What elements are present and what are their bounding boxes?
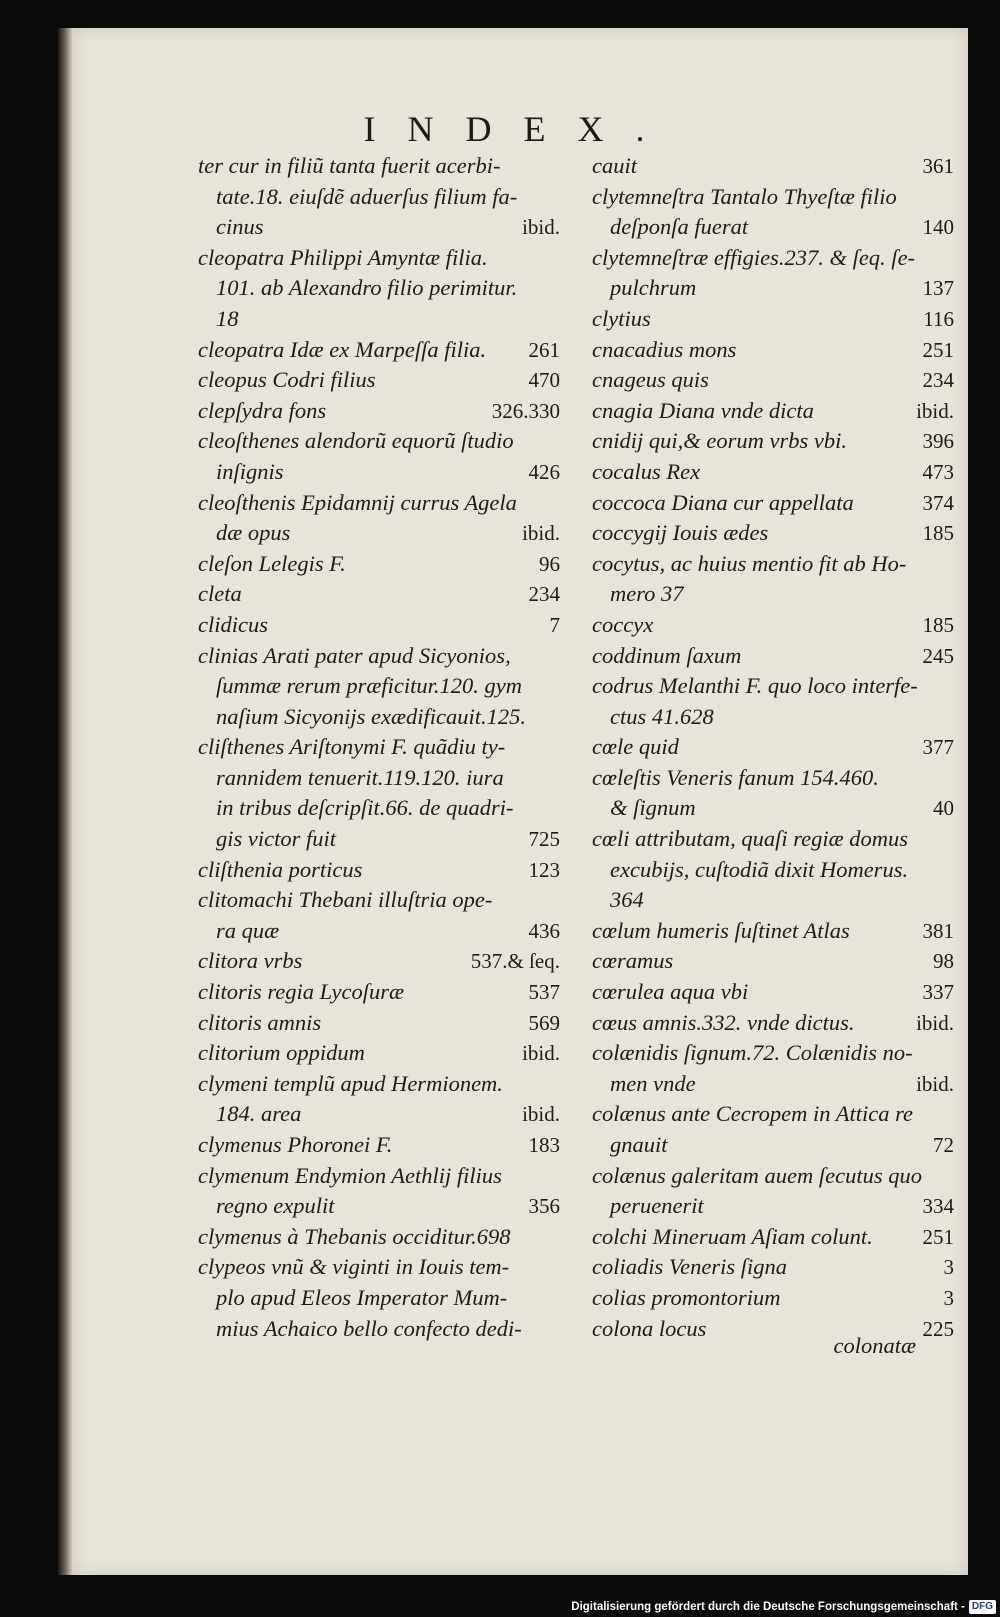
index-entry <box>592 182 954 243</box>
entry-page-ref: 261 <box>528 337 560 362</box>
footer-credit <box>571 1599 996 1615</box>
footer-text: Digitalisierung gefördert durch die Deutsche Forschungsgemeinschaft - <box>571 1601 965 1613</box>
entry-page-ref: 537 <box>528 980 560 1005</box>
entry-text-line: clymenum Endymion Aethlij filius <box>198 1162 502 1188</box>
entry-page-ref: ibid. <box>522 215 560 240</box>
dfg-logo-icon: DFG <box>969 1600 996 1614</box>
entry-text-line: mero 37 <box>610 581 684 607</box>
entry-text-line: gnauit <box>610 1132 668 1157</box>
entry-page-ref: 374 <box>922 490 954 515</box>
entry-page-ref: 72 <box>933 1133 954 1157</box>
index-entry <box>198 1252 560 1344</box>
entry-page-ref: 381 <box>922 918 954 943</box>
entry-text-line: regno expulit <box>216 1193 335 1219</box>
index-entry <box>592 1008 954 1039</box>
index-entry <box>198 885 560 946</box>
index-entry <box>592 946 954 977</box>
entry-text-line: colænus galeritam auem ſecutus quo <box>592 1162 922 1188</box>
entry-text-line: colias promontorium <box>592 1284 781 1310</box>
index-entry <box>592 977 954 1008</box>
entry-text-line: in tribus deſcripſit.66. de quadri- <box>216 795 514 821</box>
entry-text-line: cœli attributam, quaſi regiæ domus <box>592 826 909 852</box>
entry-page-ref: 234 <box>528 582 560 607</box>
entry-text-line: pulchrum <box>610 275 697 301</box>
entry-text-line: cauit <box>592 153 637 178</box>
index-entry <box>592 824 954 916</box>
entry-text-line: cleoſthenes alendorũ equorũ ſtudio <box>198 428 514 454</box>
entry-text-line: clytemneſtræ effigies.237. & ſeq. ſe- <box>592 244 916 270</box>
entry-page-ref: 356 <box>528 1194 560 1219</box>
entry-page-ref: ibid. <box>916 398 954 423</box>
entry-text-line: coliadis Veneris ſigna <box>592 1254 787 1280</box>
entry-text-line: clytemneſtra Tantalo Thyeſtæ filio <box>592 183 897 209</box>
entry-text-line: cœramus <box>592 948 674 974</box>
entry-text-line: cleta <box>198 581 242 607</box>
index-entry <box>592 763 954 824</box>
index-entry <box>592 365 954 396</box>
left-column <box>198 151 560 1344</box>
entry-page-ref: 473 <box>922 459 954 484</box>
entry-page-ref: 7 <box>549 612 560 637</box>
index-entry <box>198 1069 560 1130</box>
entry-page-ref: 137 <box>922 276 954 301</box>
entry-page-ref: 396 <box>922 429 954 454</box>
entry-page-ref: 251 <box>922 337 954 362</box>
entry-text-line: 364 <box>610 887 644 913</box>
entry-text-line: & ſignum <box>610 795 696 821</box>
entry-page-ref: 361 <box>922 154 954 178</box>
entry-text-line: cœus amnis.332. vnde dictus. <box>592 1009 855 1035</box>
entry-text-line: excubijs, cuſtodiã dixit Homerus. <box>610 856 909 882</box>
index-entry <box>198 426 560 487</box>
entry-page-ref: ibid. <box>522 521 560 546</box>
entry-text-line: clypeos vnũ & viginti in Iouis tem- <box>198 1254 510 1280</box>
entry-text-line: clepſydra fons <box>198 397 327 423</box>
entry-text-line: clidicus <box>198 611 268 637</box>
entry-page-ref: 234 <box>922 368 954 393</box>
book-page <box>72 28 968 1575</box>
index-entry <box>198 1222 560 1253</box>
entry-text-line: tate.18. eiuſdẽ aduerſus filium fa- <box>216 183 518 209</box>
entry-text-line: clitomachi Thebani illuſtria ope- <box>198 887 493 913</box>
entry-text-line: gis victor fuit <box>216 826 336 852</box>
entry-text-line: colænus ante Cecropem in Attica re <box>592 1101 913 1127</box>
entry-text-line: ſummæ rerum præficitur.120. gym <box>216 673 523 699</box>
entry-text-line: cœrulea aqua vbi <box>592 979 749 1005</box>
entry-page-ref: 96 <box>539 551 560 576</box>
entry-page-ref: ibid. <box>916 1071 954 1096</box>
index-entry <box>198 335 560 366</box>
entry-page-ref: 183 <box>528 1133 560 1157</box>
index-entry <box>198 946 560 977</box>
entry-text-line: colona locus <box>592 1315 707 1341</box>
entry-page-ref: 245 <box>922 643 954 668</box>
entry-text-line: clymenus Phoronei F. <box>198 1132 393 1157</box>
entry-text-line: ctus 41.628 <box>610 703 714 729</box>
index-entry <box>198 579 560 610</box>
index-entry <box>592 426 954 457</box>
entry-page-ref: 225 <box>922 1316 954 1341</box>
index-entry <box>592 457 954 488</box>
entry-page-ref: 326.330 <box>491 398 560 423</box>
entry-page-ref: 3 <box>943 1285 954 1310</box>
catchword: colonatæ <box>833 1333 916 1358</box>
entry-text-line: ra quæ <box>216 917 280 943</box>
index-entry <box>592 610 954 641</box>
index-entry <box>592 243 954 304</box>
entry-text-line: rannidem tenuerit.119.120. iura <box>216 764 504 790</box>
page-edge <box>58 28 72 1575</box>
entry-text-line: clitora vrbs <box>198 948 303 974</box>
index-entry <box>592 335 954 366</box>
index-entry <box>592 549 954 610</box>
entry-text-line: cocalus Rex <box>592 458 701 484</box>
entry-text-line: men vnde <box>610 1070 696 1096</box>
index-entry <box>592 396 954 427</box>
index-entry <box>592 671 954 732</box>
entry-text-line: coccygij Iouis ædes <box>592 520 769 546</box>
entry-text-line: clitorium oppidum <box>198 1040 365 1066</box>
entry-text-line: mius Achaico bello confecto dedi- <box>216 1315 522 1341</box>
entry-text-line: cœlum humeris ſuſtinet Atlas <box>592 917 850 943</box>
entry-text-line: ter cur in filiũ tanta fuerit acerbi- <box>198 153 501 178</box>
index-entry <box>592 304 954 335</box>
entry-text-line: cliſthenes Ariſtonymi F. quãdiu ty- <box>198 734 506 760</box>
index-entry <box>198 549 560 580</box>
entry-text-line: plo apud Eleos Imperator Mum- <box>216 1284 508 1310</box>
entry-text-line: cinus <box>216 214 264 240</box>
entry-text-line: cleopus Codri filius <box>198 367 376 393</box>
index-entry <box>198 488 560 549</box>
entry-text-line: coccyx <box>592 611 654 637</box>
entry-page-ref: ibid. <box>916 1010 954 1035</box>
index-entry <box>198 151 560 243</box>
index-entry <box>198 1008 560 1039</box>
entry-text-line: cœleſtis Veneris fanum 154.460. <box>592 764 879 790</box>
entry-text-line: peruenerit <box>610 1193 704 1219</box>
entry-text-line: codrus Melanthi F. quo loco interfe- <box>592 673 918 699</box>
entry-text-line: 101. ab Alexandro filio perimitur. <box>216 275 518 301</box>
entry-page-ref: 116 <box>923 306 954 331</box>
index-entry <box>592 1283 954 1314</box>
index-entry <box>198 732 560 854</box>
index-entry <box>592 1099 954 1160</box>
index-entry <box>198 641 560 733</box>
index-entry <box>592 916 954 947</box>
index-entry <box>592 1252 954 1283</box>
entry-text-line: clitoris amnis <box>198 1009 322 1035</box>
entry-text-line: dæ opus <box>216 520 291 546</box>
index-entry <box>592 1222 954 1253</box>
entry-text-line: clymeni templũ apud Hermionem. <box>198 1070 503 1096</box>
right-column <box>592 151 954 1344</box>
entry-page-ref: 377 <box>922 735 954 760</box>
index-entry <box>198 243 560 335</box>
entry-text-line: cnageus quis <box>592 367 709 393</box>
entry-page-ref: 98 <box>933 949 954 974</box>
entry-text-line: colchi Mineruam Aſiam colunt. <box>592 1223 873 1249</box>
index-entry <box>198 1161 560 1222</box>
entry-page-ref: 470 <box>528 368 560 393</box>
entry-page-ref: ibid. <box>522 1041 560 1066</box>
entry-text-line: cocytus, ac huius mentio fit ab Ho- <box>592 550 907 576</box>
entry-text-line: clinias Arati pater apud Sicyonios, <box>198 642 511 668</box>
index-entry <box>592 488 954 519</box>
entry-text-line: coddinum ſaxum <box>592 642 742 668</box>
entry-text-line: cleoſthenis Epidamnij currus Agela <box>198 489 517 515</box>
entry-text-line: cnacadius mons <box>592 336 737 362</box>
index-entry <box>592 732 954 763</box>
entry-page-ref: 185 <box>922 521 954 546</box>
entry-page-ref: 337 <box>922 980 954 1005</box>
index-entry <box>198 396 560 427</box>
index-entry <box>198 365 560 396</box>
entry-text-line: inſignis <box>216 458 284 484</box>
entry-text-line: clytius <box>592 305 651 331</box>
entry-text-line: cnidij qui,& eorum vrbs vbi. <box>592 428 847 454</box>
index-entry <box>198 610 560 641</box>
entry-text-line: cœle quid <box>592 734 679 760</box>
entry-text-line: cleopatra Philippi Amyntæ filia. <box>198 244 488 270</box>
entry-page-ref: 436 <box>528 918 560 943</box>
index-entry <box>198 855 560 886</box>
index-entry <box>592 641 954 672</box>
entry-text-line: 18 <box>216 305 239 331</box>
entry-page-ref: 537.& ſeq. <box>470 949 560 974</box>
entry-text-line: cleopatra Idæ ex Marpeſſa filia. <box>198 336 487 362</box>
index-entry <box>198 977 560 1008</box>
entry-page-ref: 569 <box>528 1010 560 1035</box>
entry-page-ref: 123 <box>528 857 560 882</box>
entry-text-line: naſium Sicyonijs exædificauit.125. <box>216 703 526 729</box>
index-entry <box>592 1161 954 1222</box>
entry-text-line: clitoris regia Lycoſuræ <box>198 979 404 1005</box>
entry-page-ref: 426 <box>528 459 560 484</box>
index-entry <box>198 1038 560 1069</box>
entry-text-line: colænidis ſignum.72. Colænidis no- <box>592 1040 913 1066</box>
index-entry <box>592 151 954 182</box>
entry-text-line: coccoca Diana cur appellata <box>592 489 854 515</box>
entry-page-ref: ibid. <box>522 1102 560 1127</box>
index-entry <box>592 518 954 549</box>
entry-text-line: cliſthenia porticus <box>198 856 363 882</box>
entry-page-ref: 40 <box>933 796 954 821</box>
entry-page-ref: 3 <box>943 1255 954 1280</box>
entry-text-line: 184. area <box>216 1101 302 1127</box>
entry-page-ref: 185 <box>922 612 954 637</box>
page-header: INDEX. <box>363 109 677 149</box>
entry-text-line: cleſon Lelegis F. <box>198 550 346 576</box>
entry-text-line: deſponſa fuerat <box>610 214 749 240</box>
entry-page-ref: 334 <box>922 1194 954 1219</box>
index-entry <box>592 1038 954 1099</box>
index-entry <box>198 1130 560 1161</box>
entry-page-ref: 725 <box>528 827 560 852</box>
entry-text-line: clymenus à Thebanis occiditur.698 <box>198 1223 511 1249</box>
entry-page-ref: 140 <box>922 215 954 240</box>
entry-text-line: cnagia Diana vnde dicta <box>592 397 814 423</box>
entry-page-ref: 251 <box>922 1224 954 1249</box>
